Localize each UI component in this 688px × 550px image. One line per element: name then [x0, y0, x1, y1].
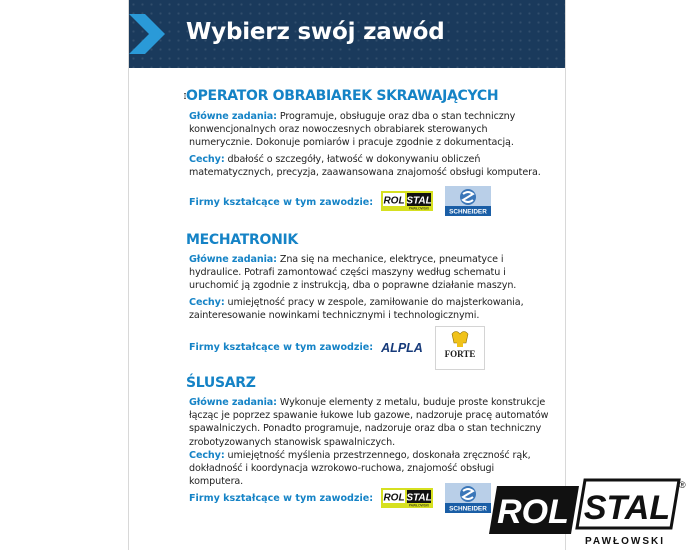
traits-label: Cechy:: [189, 297, 225, 308]
rolstal-logo-stal: STAL: [406, 195, 432, 207]
job-title-slusarz: ŚLUSARZ: [186, 375, 256, 391]
tasks-label: Główne zadania:: [189, 254, 277, 265]
forte-logo: [435, 326, 485, 370]
corner-logo-sub: PAWŁOWSKI: [584, 536, 666, 547]
schneider-logo-text: SCHNEIDER: [449, 505, 487, 513]
rolstal-brand-logo: [487, 478, 687, 550]
job-title-operator: OPERATOR OBRABIAREK SKRAWAJĄCYCH: [186, 88, 499, 104]
chevron-right-icon: [129, 14, 169, 54]
tasks-label: Główne zadania:: [189, 111, 277, 122]
firms-label: Firmy kształcące w tym zawodzie:: [189, 197, 374, 208]
traits-text: dbałość o szczegóły, łatwość w dokonywaniu obliczeń matematycznych, precyzja, zaawansowana znajomość obsługi komputera.: [189, 154, 541, 179]
traits-label: Cechy:: [189, 154, 225, 165]
schneider-logo: [445, 483, 491, 513]
rolstal-logo-stal: STAL: [406, 492, 432, 504]
text-cursor-icon: [184, 90, 186, 102]
tasks-paragraph: [189, 110, 551, 150]
corner-logo-rol: ROL: [497, 493, 569, 531]
forte-logo-text: FORTE: [444, 349, 476, 359]
page-title: Wybierz swój zawód: [186, 19, 445, 45]
corner-logo-reg: ®: [679, 480, 686, 490]
tasks-text: Zna się na mechanice, elektryce, pneumatyce i hydraulice. Potrafi zamontować części maszyny według schematu i uruchomić ją zgodnie z instrukcją, dba o poprawne działanie maszyn.: [189, 254, 517, 292]
firms-label: Firmy kształcące w tym zawodzie:: [189, 493, 374, 504]
traits-label: Cechy:: [189, 450, 225, 461]
rolstal-logo-sub: PAWŁOWSKI: [408, 503, 430, 508]
tasks-paragraph: [189, 396, 551, 449]
traits-text: umiejętność myślenia przestrzennego, doskonała zręczność rąk, dokładność i koordynacja wzrokowo-ruchowa, znajomość obsługi komputera.: [189, 450, 531, 488]
tasks-label: Główne zadania:: [189, 397, 277, 408]
traits-text: umiejętność pracy w zespole, zamiłowanie do majsterkowania, zainteresowanie nowinkami technicznymi i technologicznymi.: [189, 297, 524, 322]
header-banner: [129, 0, 565, 68]
tasks-paragraph: [189, 253, 551, 293]
rolstal-logo: [381, 191, 433, 211]
schneider-logo-text: SCHNEIDER: [449, 208, 487, 216]
corner-logo-stal: STAL: [583, 489, 671, 527]
alpla-logo-text: ALPLA: [381, 341, 423, 354]
tasks-text: Programuje, obsługuje oraz dba o stan techniczny konwencjonalnych oraz nowoczesnych obrabiarek sterowanych numerycznie. Dokonuje pomiarów i pracuje zgodnie z dokumentacją.: [189, 111, 516, 149]
rolstal-logo-sub: PAWŁOWSKI: [408, 206, 430, 211]
schneider-logo: [445, 186, 491, 216]
traits-paragraph: [189, 153, 551, 179]
firms-label: Firmy kształcące w tym zawodzie:: [189, 342, 374, 353]
document-page: [128, 0, 566, 550]
traits-paragraph: [189, 296, 551, 322]
rolstal-logo-rol: ROL: [383, 492, 405, 504]
tasks-text: Wykonuje elementy z metalu, buduje proste konstrukcje łącząc je poprzez spawanie łukowe lub gazowe, nadzoruje pracę automatów spawalniczych. Ponadto programuje, nadzoruje oraz dba o stan techniczny zrobotyzowanych stanowisk spawalniczych.: [189, 397, 549, 448]
rolstal-logo-rol: ROL: [383, 195, 405, 207]
rolstal-logo: [381, 488, 433, 508]
job-title-mechatronik: MECHATRONIK: [186, 232, 298, 248]
alpla-logo: [375, 340, 429, 354]
